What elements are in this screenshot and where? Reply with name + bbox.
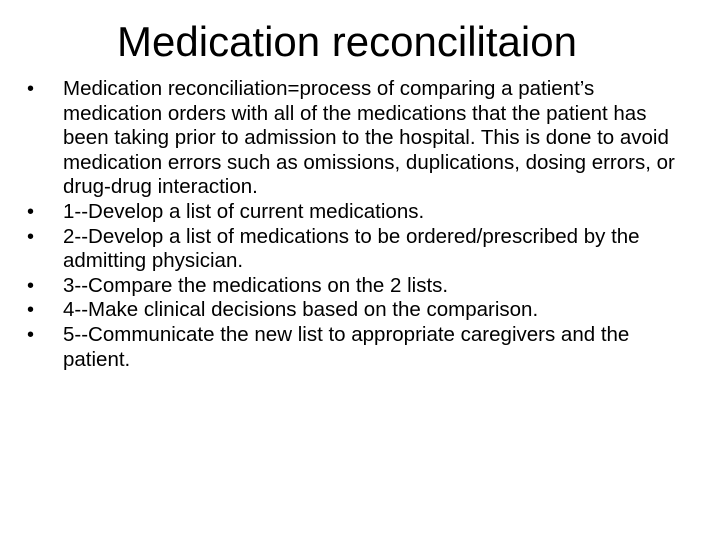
bullet-item [27,200,687,225]
bullet-dot-icon: • [27,78,35,100]
bullet-text: 4--Make clinical decisions based on the comparison. [63,298,539,322]
bullet-item [27,225,687,274]
bullet-dot-icon: • [27,274,35,297]
bullet-item [27,298,687,323]
bullet-item [27,323,687,372]
bullet-text: 5--Communicate the new list to appropriate caregivers and the patient. [63,322,630,371]
bullet-text: 3--Compare the medications on the 2 lists. [63,273,449,297]
bullet-text: Medication reconciliation=process of comparing a patient’s medication orders with all of the medications that the patient has been taking prior to admission to the hospital. This is done to avoid medication errors such as omissions, duplications, dosing errors, or drug-drug interaction. [63,77,675,199]
bullet-dot-icon: • [27,200,35,223]
bullet-dot-icon: • [27,225,35,248]
bullet-item [27,77,687,200]
bullet-dot-icon: • [27,323,35,346]
bullet-item [27,274,687,299]
bullet-text: 2--Develop a list of medications to be ordered/prescribed by the admitting physician. [63,224,640,273]
bullet-text: 1--Develop a list of current medications. [63,199,425,223]
slide-title: Medication reconcilitaion [117,18,577,65]
bullet-list [27,77,687,372]
bullet-dot-icon: • [27,299,35,322]
